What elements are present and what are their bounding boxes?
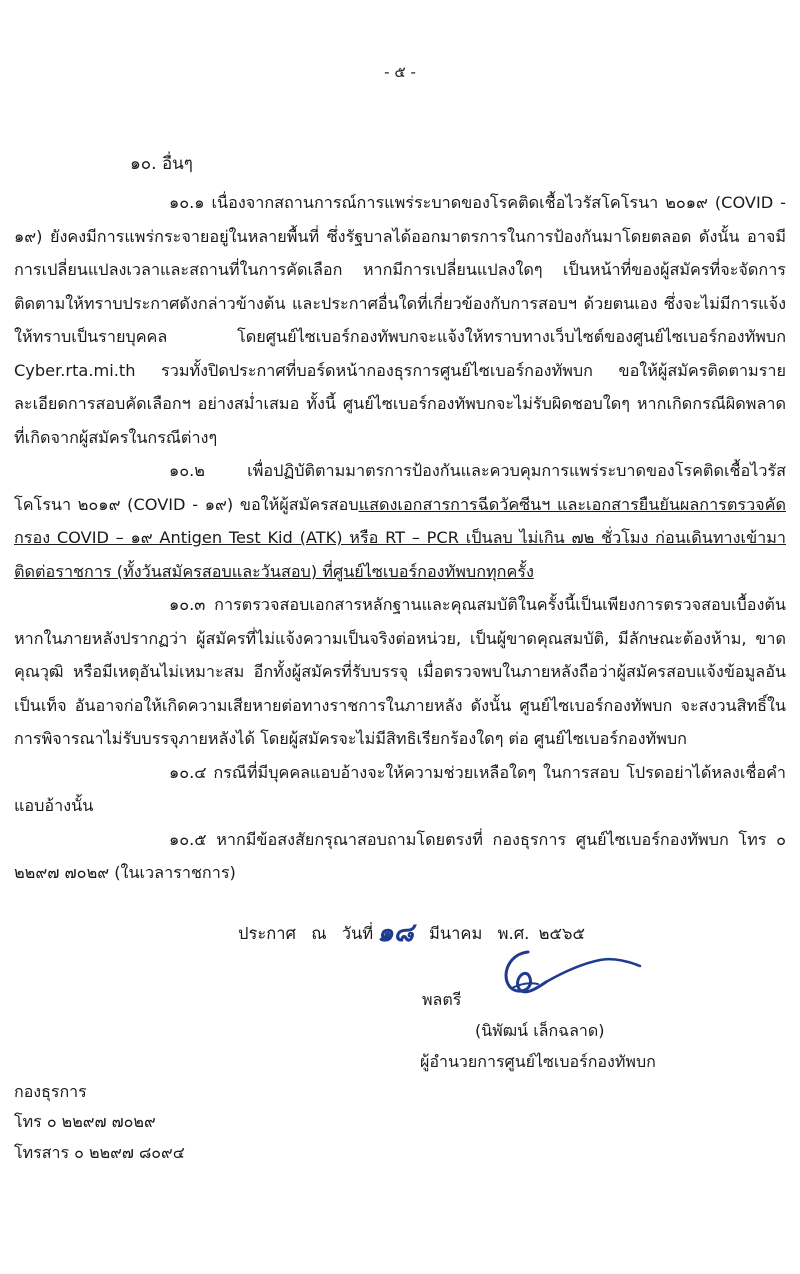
announce-at: ณ	[311, 924, 327, 943]
signer-title: ผู้อำนวยการศูนย์ไซเบอร์กองทัพบก	[420, 1052, 656, 1071]
paragraph-10-1: ๑๐.๑ เนื่องจากสถานการณ์การแพร่ระบาดของโรคติดเชื้อไวรัสโคโรนา ๒๐๑๙ (COVID - ๑๙) ยังคงมีการแพร่กระจายอยู่ในหลายพื้นที่ ซึ่งรัฐบาลได้ออกมาตรการในการป้องกันมาโดยตลอด ดังนั้น อาจมีการเปลี่ยนแปลงเวลาและสถานที่ในการคัดเลือก หากมีการเปลี่ยนแปลงใดๆ เป็นหน้าที่ของผู้สมัครที่จะจัดการติดตามให้ทราบประกาศดังกล่าวข้างต้น และประกาศอื่นใดที่เกี่ยวข้องกับการสอบฯ ด้วยตนเอง ซึ่งจะไม่มีการแจ้งให้ทราบเป็นรายบุคคล โดยศูนย์ไซเบอร์กองทัพบกจะแจ้งให้ทราบทางเว็บไซต์ของศูนย์ไซเบอร์กองทัพบก Cyber.rta.mi.th รวมทั้งปิดประกาศที่บอร์ดหน้ากองธุรการศูนย์ไซเบอร์กองทัพบก ขอให้ผู้สมัครติดตามรายละเอียดการสอบคัดเลือกฯ อย่างสม่ำเสมอ ทั้งนี้ ศูนย์ไซเบอร์กองทัพบกจะไม่รับผิดชอบใดๆ หากเกิดกรณีผิดพลาดที่เกิดจากผู้สมัครในกรณีต่างๆ	[14, 193, 786, 447]
paragraph-10-5: ๑๐.๕ หากมีข้อสงสัยกรุณาสอบถามโดยตรงที่ กองธุรการ ศูนย์ไซเบอร์กองทัพบก โทร ๐ ๒๒๙๗ ๗๐๒๙ (ในเวลาราชการ)	[14, 829, 786, 882]
announce-date-label: วันที่	[341, 924, 374, 943]
footer-phone: โทร ๐ ๒๒๙๗ ๗๐๒๙	[14, 1112, 156, 1131]
footer-department: กองธุรการ	[14, 1082, 87, 1101]
page-number: - ๕ -	[384, 63, 416, 81]
section-heading: ๑๐. อื่นๆ	[130, 154, 193, 174]
signer-name: (นิพัฒน์ เล็กฉลาด)	[475, 1021, 605, 1040]
announce-year: ๒๕๖๕	[538, 924, 585, 943]
paragraph-10-2-underlined: แสดงเอกสารการฉีดวัคซีนฯ และเอกสารยืนยันผลการตรวจคัดกรอง COVID – ๑๙ Antigen Test Kid (ATK) หรือ RT – PCR เป็นลบ ไม่เกิน ๗๒ ชั่วโมง ก่อนเดินทางเข้ามาติดต่อราชการ (ทั้งวันสมัครสอบและวันสอบ) ที่ศูนย์ไซเบอร์กองทัพบกทุกครั้ง	[14, 494, 786, 581]
footer-fax: โทรสาร ๐ ๒๒๙๗ ๘๐๙๔	[14, 1143, 185, 1162]
signer-rank: พลตรี	[422, 990, 462, 1009]
announce-month: มีนาคม	[428, 924, 483, 943]
signature-icon	[490, 944, 650, 1004]
handwritten-day: ๑๘	[377, 918, 414, 948]
section-body	[14, 186, 786, 890]
announce-prefix: ประกาศ	[238, 924, 296, 943]
paragraph-10-3: ๑๐.๓ การตรวจสอบเอกสารหลักฐานและคุณสมบัติในครั้งนี้เป็นเพียงการตรวจสอบเบื้องต้นหากในภายหลังปรากฏว่า ผู้สมัครที่ไม่แจ้งความเป็นจริงต่อหน่วย, เป็นผู้ขาดคุณสมบัติ, มีลักษณะต้องห้าม, ขาดคุณวุฒิ หรือมีเหตุอันไม่เหมาะสม อีกทั้งผู้สมัครที่รับบรรจุ เมื่อตรวจพบในภายหลังถือว่าผู้สมัครสอบแจ้งข้อมูลอันเป็นเท็จ อันอาจก่อให้เกิดความเสียหายต่อทางราชการในภายหลัง ดังนั้น ศูนย์ไซเบอร์กองทัพบก จะสงวนสิทธิ์ในการพิจารณาไม่รับบรรจุภายหลังได้ โดยผู้สมัครจะไม่มีสิทธิเรียกร้องใดๆ ต่อ ศูนย์ไซเบอร์กองทัพบก	[14, 595, 786, 748]
announce-era: พ.ศ.	[497, 924, 530, 943]
paragraph-10-2	[14, 454, 786, 588]
paragraph-10-2-text: ๑๐.๒ เพื่อปฏิบัติตามมาตรการป้องกันและควบคุมการแพร่ระบาดของโรคติดเชื้อไวรัสโคโรนา ๒๐๑๙ (COVID - ๑๙) ขอให้ผู้สมัครสอบ	[14, 461, 786, 514]
paragraph-10-4: ๑๐.๔ กรณีที่มีบุคคลแอบอ้างจะให้ความช่วยเหลือใดๆ ในการสอบ โปรดอย่าได้หลงเชื่อคำแอบอ้างนั้น	[14, 762, 786, 815]
